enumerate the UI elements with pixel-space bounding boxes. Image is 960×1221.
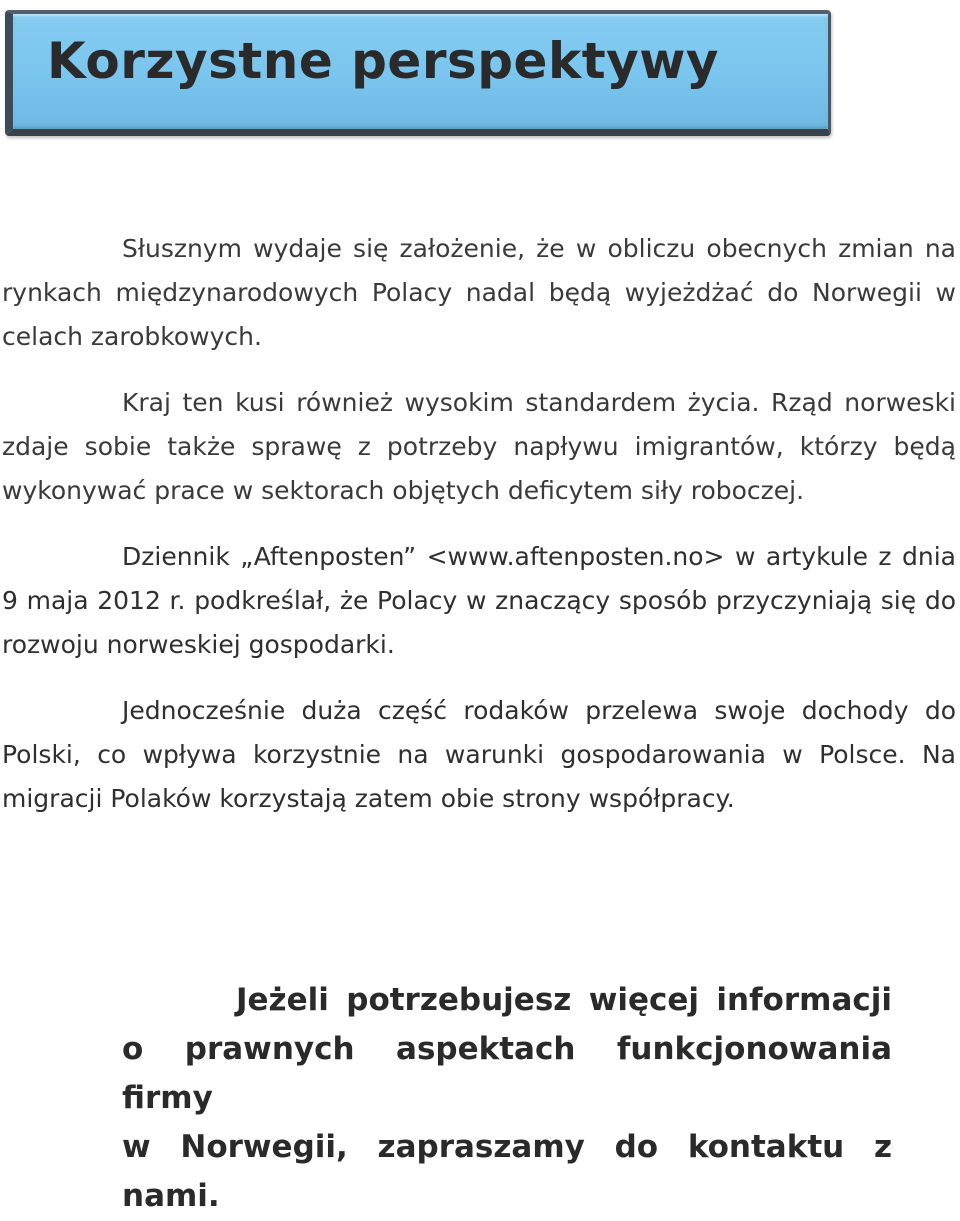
cta-line: o prawnych aspektach funkcjonowania firmy — [122, 1031, 892, 1116]
paragraph-remittances: Jednocześnie duża część rodaków przelewa swoje dochody do Polski, co wpływa korzystnie na warunki gospodarowania w Polsce. Na migracji Polaków korzystają zatem obie strony współpracy. — [2, 696, 956, 813]
paragraph-aftenposten: Dziennik „Aftenposten” <www.aftenposten.no> w artykule z dnia 9 maja 2012 r. podkreślał, że Polacy w znaczący sposób przyczyniają się do rozwoju norweskiej gospodarki. — [2, 542, 956, 659]
cta-line: w Norwegii, zapraszamy do kontaktu z nami. — [122, 1129, 892, 1214]
title-banner — [5, 10, 831, 136]
cta-line: Jeżeli potrzebujesz więcej informacji — [236, 982, 892, 1018]
page-title: Korzystne perspektywy — [47, 32, 719, 90]
paragraph-intro: Słusznym wydaje się założenie, że w obliczu obecnych zmian na rynkach międzynarodowych Polacy nadal będą wyjeżdżać do Norwegii w celach zarobkowych. — [2, 234, 956, 351]
contact-call-to-action — [122, 976, 892, 1221]
paragraph-living-standard: Kraj ten kusi również wysokim standardem życia. Rząd norweski zdaje sobie także sprawę z potrzeby napływu imigrantów, którzy będą wykonywać prace w sektorach objętych deficytem siły roboczej. — [2, 388, 956, 505]
